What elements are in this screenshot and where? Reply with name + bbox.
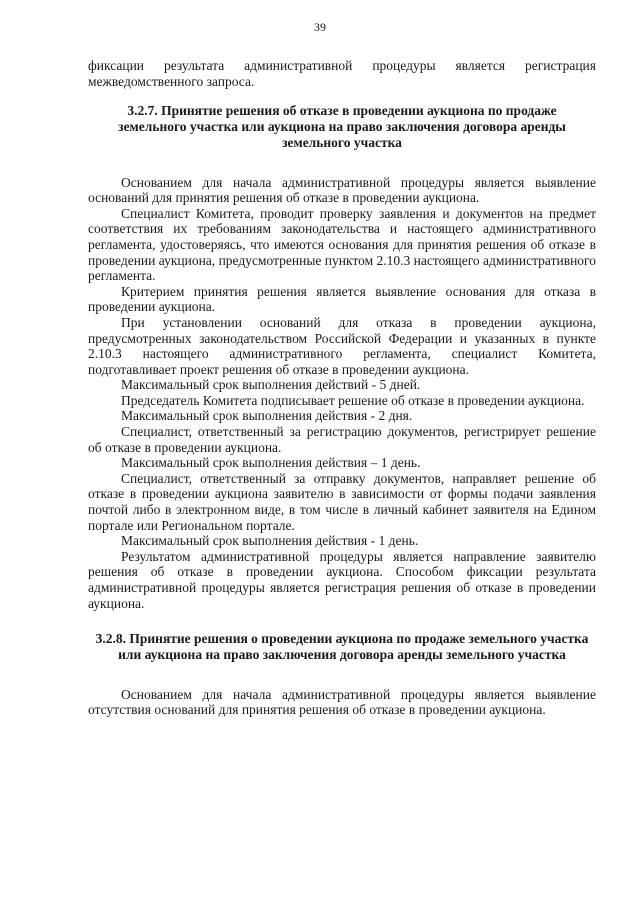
paragraph: Результатом административной процедуры является направление заявителю решения об отказе в проведении аукциона. Способом фиксации результата административной процедуры является регистрация решения об отказе в проведении аукциона. xyxy=(88,548,596,611)
paragraph: Максимальный срок выполнения действий - 5 дней. xyxy=(121,377,421,393)
page-number: 39 xyxy=(314,20,326,34)
paragraph: Председатель Комитета подписывает решение об отказе в проведении аукциона. xyxy=(121,392,585,408)
page-content xyxy=(88,58,596,718)
paragraph: Критерием принятия решения является выявление основания для отказа в проведении аукциона. xyxy=(88,283,596,315)
section-heading-3-2-8: 3.2.8. Принятие решения о проведении аукциона по продаже земельного участка или аукциона на право заключения договора аренды земельного участка xyxy=(95,631,589,662)
paragraph: Основанием для начала административной процедуры является выявление отсутствия оснований для принятия решения об отказе в проведении аукциона. xyxy=(88,686,596,718)
paragraph: Основанием для начала административной процедуры является выявление оснований для принятия решения об отказе в проведении аукциона. xyxy=(88,174,596,206)
paragraph: Максимальный срок выполнения действия - 1 день. xyxy=(121,533,419,549)
section-heading-3-2-7: 3.2.7. Принятие решения об отказе в проведении аукциона по продаже земельного участка или аукциона на право заключения договора аренды земельного участка xyxy=(118,103,566,150)
paragraph-continuation: фиксации результата административной процедуры является регистрация межведомственного запроса. xyxy=(88,58,596,89)
paragraph: Специалист, ответственный за отправку документов, направляет решение об отказе в проведении аукциона заявителю в зависимости от формы подачи заявления почтой либо в электронном виде, в том числе в личный кабинет заявителя на Едином портале или Региональном портале. xyxy=(88,470,596,533)
paragraph: Максимальный срок выполнения действия - 2 дня. xyxy=(121,408,413,424)
paragraph: Специалист Комитета, проводит проверку заявления и документов на предмет соответствия их требованиям законодательства и настоящего административного регламента, удостоверяясь, что имеются основания для принятия решения об отказе в проведении аукциона, предусмотренные пунктом 2.10.3 настоящего административного регламента. xyxy=(88,205,596,284)
paragraph: Максимальный срок выполнения действия – 1 день. xyxy=(121,455,421,471)
paragraph: Специалист, ответственный за регистрацию документов, регистрирует решение об отказе в проведении аукциона. xyxy=(88,424,596,455)
paragraph: При установлении оснований для отказа в проведении аукциона, предусмотренных законодательством Российской Федерации и указанных в пункте 2.10.3 настоящего административного регламента, специалист Комитета, подготавливает проект решения об отказе в проведении аукциона. xyxy=(88,314,596,377)
